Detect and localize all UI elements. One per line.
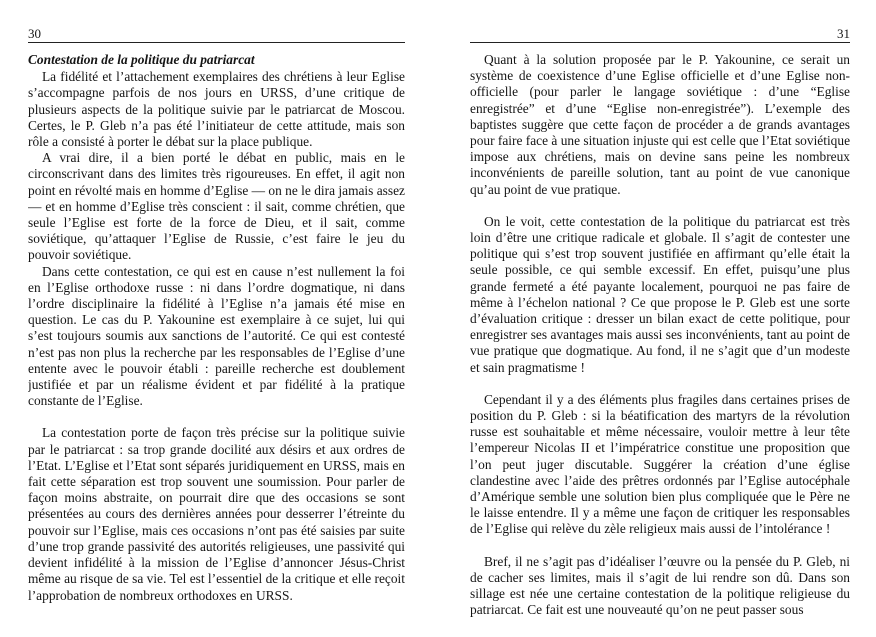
- page-number: 31: [837, 26, 850, 41]
- page-body: [470, 52, 850, 619]
- paragraph: Cependant il y a des éléments plus fragiles dans certaines prises de position du P. Gleb : si la béatification des martyrs de la révolution russe est souhaitable et même nécessaire, vouloir mettre à leur tête l’empereur Nicolas II et l’impératrice constitue une proposition que l’on peut juger discutable. Suggérer la création d’une église clandestine avec l’aide des prêtres ordonnés par l’Eglise autocéphale d’Amérique semble une solution bien plus compliquée que le Père ne le laisse entendre. Il y a même une façon de critiquer les responsables de l’Eglise qui relève du zèle religieux mais aussi de l’intolérance !: [470, 391, 850, 537]
- page-number: 30: [28, 26, 41, 41]
- header-rule: [28, 42, 405, 43]
- paragraph: La contestation porte de façon très précise sur la politique suivie par le patriarcat : sa trop grande docilité aux désirs et aux ordres de l’Etat. L’Eglise et l’Etat sont séparés juridiquement en URSS, mais en fait cette séparation est trop souvent une soumission. Pour parler de façon moins abstraite, on pourrait dire que des occasions se sont présentées au cours des dernières années pour desserrer l’étreinte du pouvoir sur l’Eglise, mais ces occasions n’ont pas été saisies par suite d’une trop grande passivité des autorités religieuses, une passivité qui devient infidélité à la mission de l’Eglise d’annoncer Jésus-Christ même au risque de sa vie. Tel est l’essentiel de la critique et elle reçoit l’approbation de nombreux orthodoxes en URSS.: [28, 425, 405, 603]
- left-page: [28, 0, 405, 637]
- paragraph: Dans cette contestation, ce qui est en cause n’est nullement la foi en l’Eglise orthodoxe russe : ni dans l’ordre dogmatique, ni dans l’ordre disciplinaire la fidélité à l’Eglise n’a jamais été mise en question. Le cas du P. Yakounine est exemplaire à ce sujet, lui qui s’est toujours soumis aux sanctions de l’autorité. Ce qui est contesté n’est pas non plus la recherche par les responsables de l’Eglise d’une entente avec le pouvoir établi : pareille recherche est doublement justifiée et par un réalisme évident et par fidélité à la pratique constante de l’Eglise.: [28, 263, 405, 409]
- paragraph: La fidélité et l’attachement exemplaires des chrétiens à leur Eglise s’accompagne parfois de nos jours en URSS, d’une critique de plusieurs aspects de la politique suivie par le patriarcat de Moscou. Certes, le P. Gleb n’a pas été l’initiateur de cette attitude, mais son rôle a consisté à porter le débat sur la place publique.: [28, 69, 405, 150]
- section-heading: Contestation de la politique du patriarcat: [28, 52, 255, 67]
- right-page: [470, 0, 850, 637]
- paragraph: A vrai dire, il a bien porté le débat en public, mais en le circonscrivant dans des limites très rigoureuses. En effet, il agit non point en révolté mais en homme d’Eglise — on ne le dira jamais assez — et en homme d’Eglise très conscient : il sait, comme chrétien, que seule l’Eglise est forte de la force de Dieu, et il sait, comme soviétique, qu’attaquer l’Eglise de Russie, c’est faire le jeu du pouvoir soviétique.: [28, 150, 405, 263]
- page-body: [28, 52, 405, 604]
- paragraph: Bref, il ne s’agit pas d’idéaliser l’œuvre ou la pensée du P. Gleb, ni de cacher ses limites, mais il s’agit de lui rendre son dû. Dans son sillage est née une certaine contestation de la politique religieuse du patriarcat. Ce fait est une nouveauté qu’on ne peut passer sous: [470, 553, 850, 618]
- paragraph: Quant à la solution proposée par le P. Yakounine, ce serait un système de coexistence d’une Eglise officielle et d’une Eglise non-officielle (pour parler le langage soviétique : d’une “Eglise enregistrée” et d’une “Eglise non-enregistrée”). L’exemple des baptistes suggère que cette façon de procéder a de grands avantages pour faire face à une situation injuste qui est celle que l’Etat soviétique impose aux chrétiens, mais on devine sans peine les nombreux inconvénients de pareille solution, tant au point de vue canonique qu’au point de vue pratique.: [470, 52, 850, 197]
- paragraph: On le voit, cette contestation de la politique du patriarcat est très loin d’être une critique radicale et globale. Il s’agit de contester une politique qui s’est trop souvent justifiée en affirmant qu’elle était la seule possible, ce qui semble excessif. En effet, puisqu’une plus grande fermeté a été payante localement, pourquoi ne pas faire de même à l’échelon national ? Ce que propose le P. Gleb est une sorte d’évaluation critique : dresser un bilan exact de cette politique, pour enregistrer ses avantages mais aussi ses inconvénients, tant au point de vue pratique que dogmatique. Au fond, il ne s’agit que d’un modeste et sain pragmatisme !: [470, 213, 850, 375]
- header-rule: [470, 42, 850, 43]
